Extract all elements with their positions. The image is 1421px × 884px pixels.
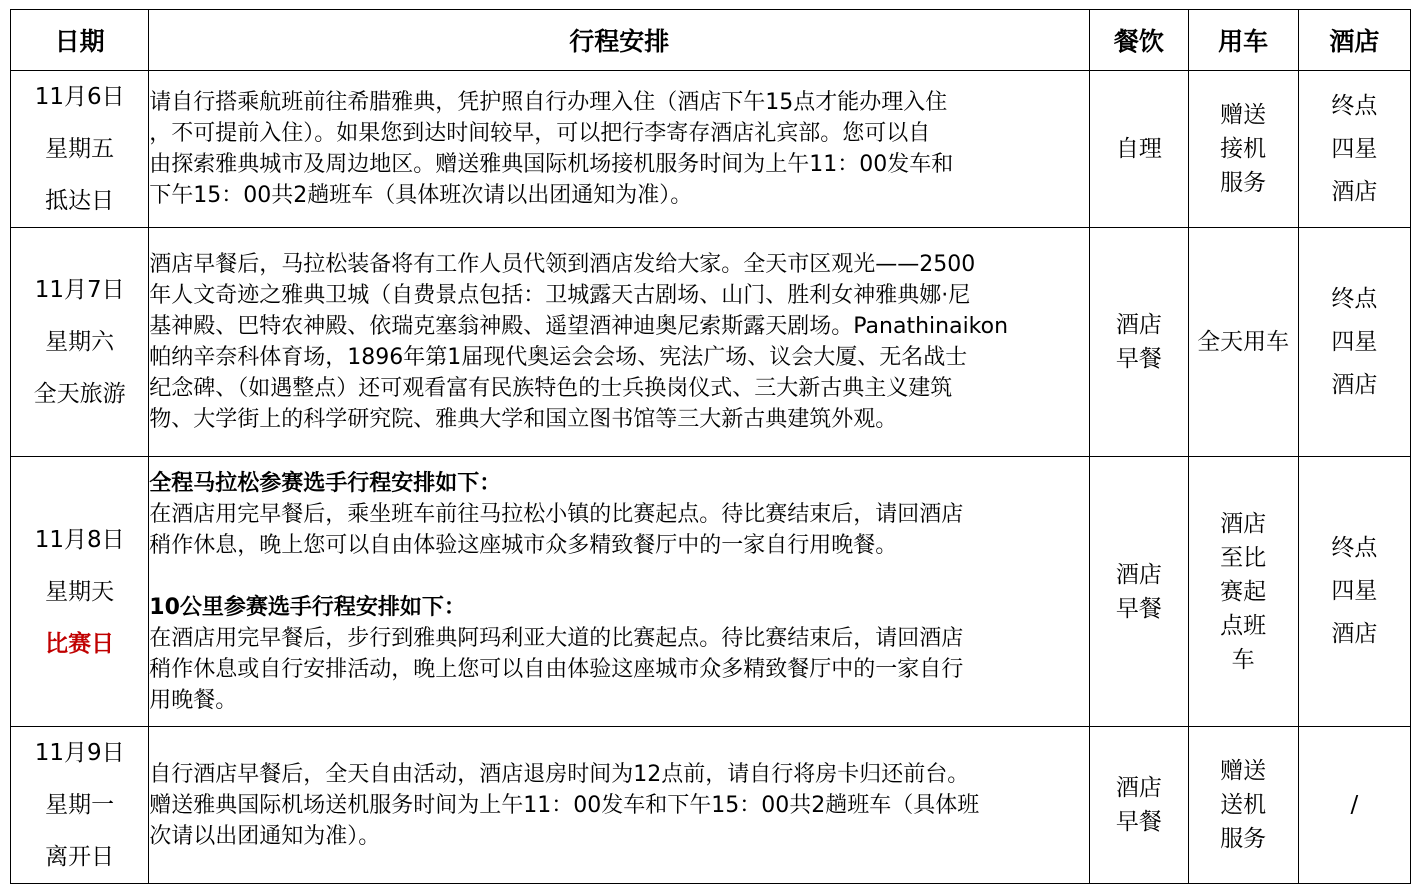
- hotel-cell: [1298, 228, 1410, 457]
- meal-cell: [1090, 71, 1188, 228]
- car-cell: [1188, 228, 1298, 457]
- car-text: 送机: [1220, 792, 1267, 818]
- header-meal: 餐饮: [1090, 10, 1188, 71]
- car-cell: [1188, 727, 1298, 884]
- meal-text: 酒店: [1115, 312, 1162, 338]
- meal-cell: [1090, 228, 1188, 457]
- meal-text: 早餐: [1115, 595, 1162, 622]
- car-text: 至比: [1220, 544, 1267, 571]
- meal-text: 自理: [1115, 136, 1162, 162]
- plan-line: 年人文奇迹之雅典卫城（自费景点包括：卫城露天古剧场、山门、胜利女神雅典娜·尼: [149, 283, 971, 308]
- day-type-text: 全天旅游: [33, 381, 126, 407]
- date-text: 11月8日: [34, 526, 125, 553]
- car-text: 接机: [1220, 136, 1267, 162]
- meal-cell: [1090, 457, 1188, 727]
- car-text: 赛起: [1220, 578, 1267, 605]
- car-text: 服务: [1220, 170, 1267, 196]
- plan-line: 基神殿、巴特农神殿、依瑞克塞翁神殿、遥望酒神迪奥尼索斯露天剧场。Panathinaikon: [149, 314, 1009, 339]
- hotel-text: 终点: [1331, 535, 1378, 561]
- plan-line: 稍作休息或自行安排活动，晚上您可以自由体验这座城市众多精致餐厅中的一家自行: [149, 656, 964, 682]
- plan-line: ，不可提前入住）。如果您到达时间较早，可以把行李寄存酒店礼宾部。您可以自: [149, 121, 931, 146]
- plan-line: 自行酒店早餐后，全天自由活动，酒店退房时间为12点前，请自行将房卡归还前台。: [149, 761, 970, 787]
- 10k-title: 10公里参赛选手行程安排如下：: [149, 594, 466, 620]
- weekday-text: 星期五: [45, 136, 115, 162]
- table-row: [11, 228, 1411, 457]
- plan-line: 纪念碑、（如遇整点）还可观看富有民族特色的士兵换岗仪式、三大新古典主义建筑: [149, 376, 953, 401]
- day-type-text: 抵达日: [45, 188, 115, 214]
- plan-line: 在酒店用完早餐后，步行到雅典阿玛利亚大道的比赛起点。待比赛结束后，请回酒店: [149, 625, 964, 651]
- plan-line: 在酒店用完早餐后，乘坐班车前往马拉松小镇的比赛起点。待比赛结束后，请回酒店: [149, 501, 964, 527]
- car-text: 全天用车: [1197, 329, 1290, 355]
- hotel-text: 终点: [1331, 285, 1378, 312]
- hotel-text: /: [1350, 791, 1359, 818]
- plan-line: 稍作休息，晚上您可以自由体验这座城市众多精致餐厅中的一家自行用晚餐。: [149, 532, 898, 558]
- header-car: 用车: [1188, 10, 1298, 71]
- date-cell: [11, 71, 149, 228]
- hotel-cell: [1298, 457, 1410, 727]
- car-text: 赠送: [1220, 758, 1267, 784]
- date-cell: [11, 457, 149, 727]
- plan-line: 请自行搭乘航班前往希腊雅典，凭护照自行办理入住（酒店下午15点才能办理入住: [149, 90, 948, 115]
- weekday-text: 星期六: [45, 329, 115, 355]
- spacer: [149, 561, 1089, 592]
- table-row: [11, 457, 1411, 727]
- date-cell: [11, 228, 149, 457]
- table-row: [11, 727, 1411, 884]
- hotel-text: 终点: [1331, 92, 1378, 119]
- weekday-text: 星期天: [45, 578, 115, 605]
- plan-line: 赠送雅典国际机场送机服务时间为上午11：00发车和下午15：00共2趟班车（具体班: [149, 792, 980, 818]
- car-cell: [1188, 457, 1298, 727]
- header-hotel: 酒店: [1298, 10, 1410, 71]
- car-cell: [1188, 71, 1298, 228]
- hotel-text: 四星: [1331, 578, 1378, 604]
- car-text: 服务: [1220, 826, 1267, 852]
- hotel-text: 酒店: [1331, 371, 1378, 398]
- table-row: [11, 71, 1411, 228]
- plan-line: 酒店早餐后，马拉松装备将有工作人员代领到酒店发给大家。全天市区观光——2500: [149, 252, 976, 277]
- plan-cell: [149, 71, 1090, 228]
- weekday-text: 星期一: [45, 792, 115, 818]
- plan-cell: [149, 228, 1090, 457]
- plan-line: 帕纳辛奈科体育场，1896年第1届现代奥运会会场、宪法广场、议会大厦、无名战士: [149, 345, 968, 370]
- plan-line: 由探索雅典城市及周边地区。赠送雅典国际机场接机服务时间为上午11：00发车和: [149, 152, 954, 177]
- header-plan: 行程安排: [149, 10, 1090, 71]
- hotel-cell: [1298, 71, 1410, 228]
- race-day-text: 比赛日: [45, 630, 115, 657]
- car-text: 车: [1231, 646, 1255, 673]
- date-cell: [11, 727, 149, 884]
- plan-cell: [149, 457, 1090, 727]
- date-text: 11月7日: [34, 277, 125, 303]
- full-marathon-title: 全程马拉松参赛选手行程安排如下：: [149, 470, 502, 496]
- day-type-text: 离开日: [45, 844, 115, 870]
- itinerary-table: [10, 9, 1411, 884]
- hotel-text: 酒店: [1331, 178, 1378, 205]
- meal-text: 酒店: [1115, 561, 1162, 588]
- car-text: 赠送: [1220, 102, 1267, 128]
- date-text: 11月9日: [34, 740, 125, 766]
- plan-line: 用晚餐。: [149, 687, 238, 713]
- hotel-text: 四星: [1331, 328, 1378, 355]
- hotel-text: 四星: [1331, 135, 1378, 162]
- meal-text: 早餐: [1115, 809, 1162, 835]
- meal-cell: [1090, 727, 1188, 884]
- plan-line: 次请以出团通知为准）。: [149, 823, 381, 849]
- meal-text: 早餐: [1115, 346, 1162, 372]
- car-text: 点班: [1220, 612, 1267, 639]
- header-row: [11, 10, 1411, 71]
- date-text: 11月6日: [34, 84, 125, 110]
- header-date: 日期: [11, 10, 149, 71]
- car-text: 酒店: [1220, 510, 1267, 537]
- plan-line: 物、大学街上的科学研究院、雅典大学和国立图书馆等三大新古典建筑外观。: [149, 407, 898, 432]
- plan-cell: [149, 727, 1090, 884]
- plan-line: 下午15：00共2趟班车（具体班次请以出团通知为准）。: [149, 183, 693, 208]
- hotel-cell: [1298, 727, 1410, 884]
- hotel-text: 酒店: [1331, 621, 1378, 647]
- meal-text: 酒店: [1115, 775, 1162, 801]
